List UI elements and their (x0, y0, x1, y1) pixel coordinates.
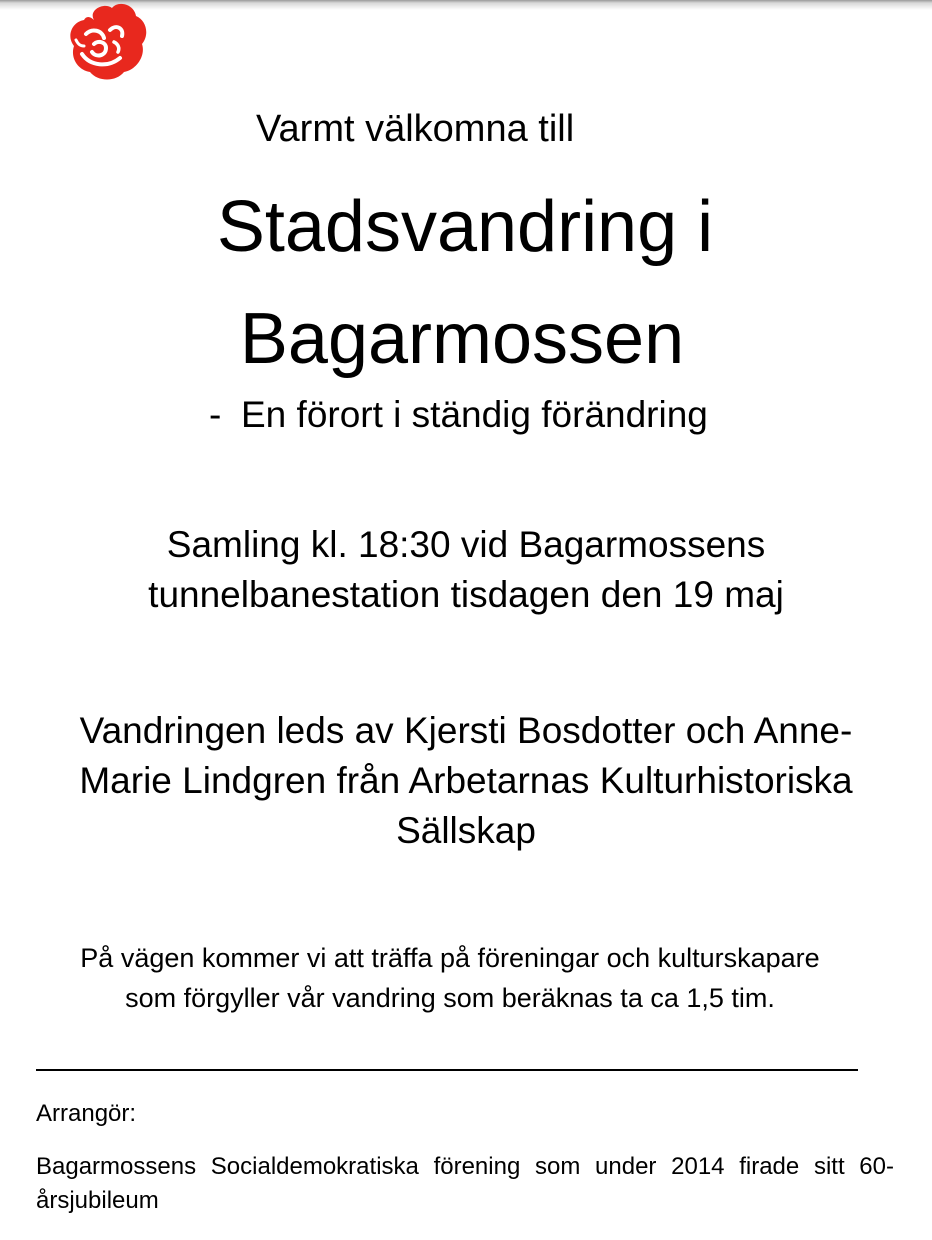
title-line-1-text: Stadsvandring i (216, 187, 714, 267)
title-line-1 (0, 186, 932, 268)
route-info-line-2: som förgyller vår vandring som beräknas ta ca 1,5 tim. (125, 983, 775, 1013)
guides-info (0, 706, 932, 856)
guides-line-2: Marie Lindgren från Arbetarnas Kulturhistoriska (79, 760, 853, 801)
title-line-2-text: Bagarmossen (239, 299, 685, 379)
subtitle-text: En förort i ständig förändring (241, 394, 708, 435)
meeting-info (0, 520, 932, 620)
route-info (0, 938, 900, 1018)
divider-line (36, 1069, 858, 1071)
guides-line-3: Sällskap (396, 810, 536, 851)
rose-logo-icon (64, 0, 150, 86)
subtitle (209, 394, 708, 436)
route-info-line-1: På vägen kommer vi att träffa på föreningar och kulturskapare (80, 943, 820, 973)
meeting-line-2: tunnelbanestation tisdagen den 19 maj (148, 574, 784, 615)
guides-line-1: Vandringen leds av Kjersti Bosdotter och Anne- (79, 710, 853, 751)
meeting-line-1: Samling kl. 18:30 vid Bagarmossens (166, 524, 766, 565)
organizer-text: Bagarmossens Socialdemokratiska förening som under 2014 firade sitt 60-årsjubileum (36, 1153, 894, 1214)
welcome-heading: Varmt välkomna till (256, 108, 575, 150)
subtitle-dash: - (209, 394, 222, 435)
title-line-2 (0, 298, 932, 380)
organizer-label: Arrangör: (36, 1100, 137, 1127)
